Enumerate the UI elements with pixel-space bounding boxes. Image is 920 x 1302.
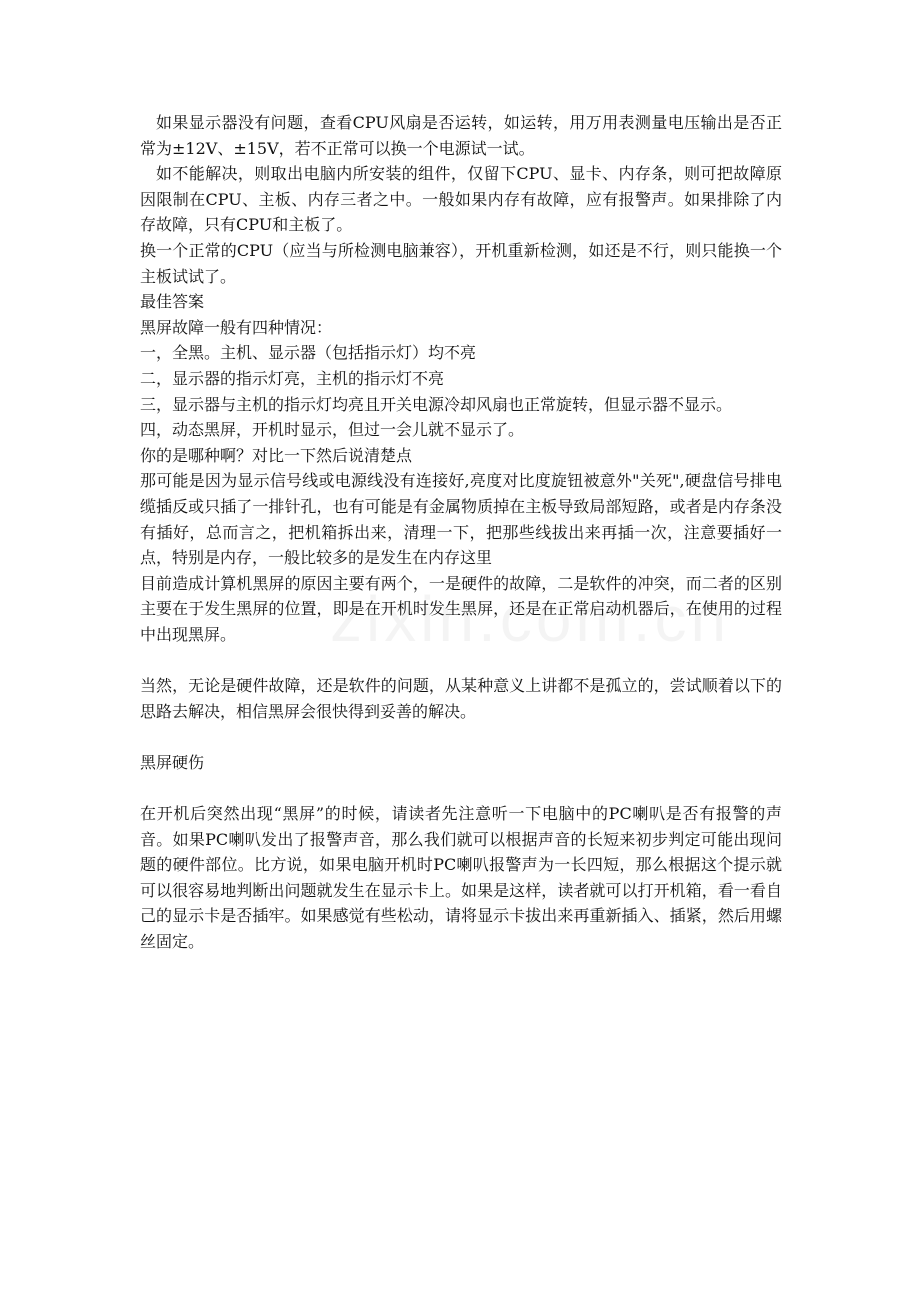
paragraph-case-three: 三，显示器与主机的指示灯均亮且开关电源冷却风扇也正常旋转，但显示器不显示。 <box>140 394 733 414</box>
paragraph-cpu-fan: 如果显示器没有问题，查看CPU风扇是否运转，如运转，用万用表测量电压输出是否正常为±12V、±15V，若不正常可以换一个电源试一试。 <box>140 113 782 158</box>
paragraph-best-answer: 最佳答案 <box>140 292 205 312</box>
paragraph-four-cases: 黑屏故障一般有四种情况： <box>140 317 333 337</box>
document-body <box>140 110 782 955</box>
paragraph-which-case: 你的是哪种啊？对比一下然后说清楚点 <box>140 445 413 465</box>
paragraph-heading-hardware: 黑屏硬伤 <box>140 752 205 772</box>
paragraph-case-two: 二，显示器的指示灯亮，主机的指示灯不亮 <box>140 368 445 388</box>
paragraph-pc-speaker: 在开机后突然出现“黑屏”的时候，请读者先注意听一下电脑中的PC喇叭是否有报警的声音。如果PC喇叭发出了报警声音，那么我们就可以根据声音的长短来初步判定可能出现问题的硬件部位。比方说，如果电脑开机时PC喇叭报警声为一长四短，那么根据这个提示就可以很容易地判断出问题就发生在显示卡上。如果是这样，读者就可以打开机箱，看一看自己的显示卡是否插牢。如果感觉有些松动，请将显示卡拔出来再重新插入、插紧，然后用螺丝固定。 <box>140 804 782 951</box>
paragraph-replace-cpu: 换一个正常的CPU（应当与所检测电脑兼容），开机重新检测，如还是不行，则只能换一个主板试试了。 <box>140 240 782 286</box>
paragraph-two-main-causes: 目前造成计算机黑屏的原因主要有两个，一是硬件的故障，二是软件的冲突，而二者的区别主要在于发生黑屏的位置，即是在开机时发生黑屏，还是在正常启动机器后，在使用的过程中出现黑屏。 <box>140 573 782 644</box>
paragraph-remove-components: 如不能解决，则取出电脑内所安装的组件，仅留下CPU、显卡、内存条，则可把故障原因限制在CPU、主板、内存三者之中。一般如果内存有故障，应有报警声。如果排除了内存故障，只有CPU和主板了。 <box>140 164 782 235</box>
paragraph-possible-causes: 那可能是因为显示信号线或电源线没有连接好,亮度对比度旋钮被意外"关死",硬盘信号排电缆插反或只插了一排针孔，也有可能是有金属物质掉在主板导致局部短路，或者是内存条没有插好，总而言之，把机箱拆出来，清理一下，把那些线拔出来再插一次，注意要插好一点，特别是内存，一般比较多的是发生在内存这里 <box>140 471 782 568</box>
paragraph-case-one: 一，全黑。主机、显示器（包括指示灯）均不亮 <box>140 343 477 363</box>
paragraph-not-isolated: 当然，无论是硬件故障，还是软件的问题，从某种意义上讲都不是孤立的，尝试顺着以下的思路去解决，相信黑屏会很快得到妥善的解决。 <box>140 676 782 721</box>
paragraph-case-four: 四，动态黑屏，开机时显示，但过一会儿就不显示了。 <box>140 420 525 440</box>
